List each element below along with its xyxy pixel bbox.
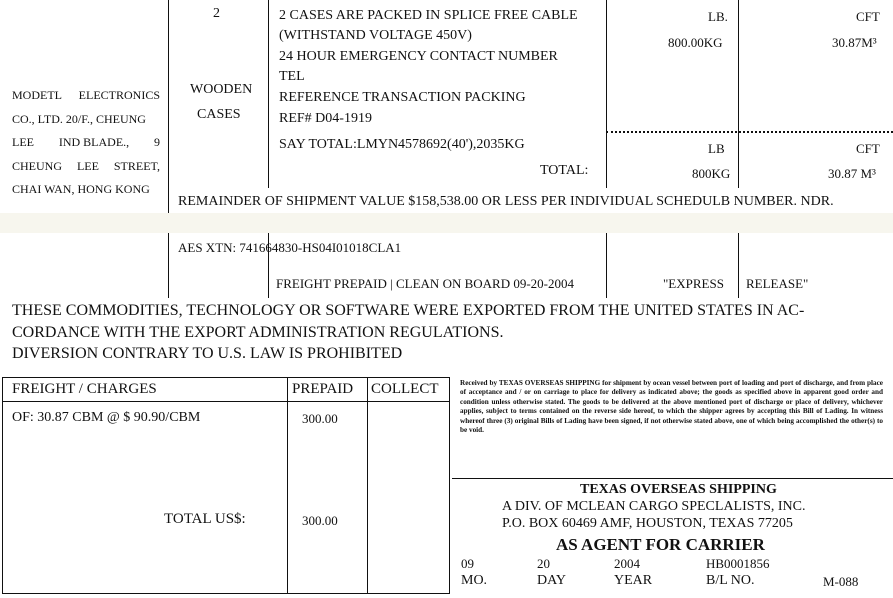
charge-description: OF: 30.87 CBM @ $ 90.90/CBM (12, 410, 201, 425)
export-line: DIVERSION CONTRARY TO U.S. LAW IS PROHIBITED (12, 345, 403, 362)
charge-prepaid-amount: 300.00 (302, 411, 338, 426)
header-freight-charges: FREIGHT / CHARGES (12, 381, 157, 397)
label-bl-no: B/L NO. (706, 573, 755, 588)
measure-value: 30.87M³ (832, 35, 877, 50)
total-prepaid-amount: 300.00 (302, 513, 338, 528)
package-count: 2 (213, 6, 220, 21)
carrier-division: A DIV. OF MCLEAN CARGO SPECLALISTS, INC. (502, 499, 806, 514)
description-line: REFERENCE TRANSACTION PACKING (279, 90, 526, 105)
export-line: THESE COMMODITIES, TECHNOLOGY OR SOFTWARE WERE EXPORTED FROM THE UNITED STATES IN AC- (12, 302, 805, 319)
scan-band (0, 213, 893, 233)
description-line: (WITHSTAND VOLTAGE 450V) (279, 28, 472, 43)
bl-number: HB0001856 (706, 556, 770, 571)
total-label: TOTAL: (540, 163, 589, 178)
total-measure-value: 30.87 M³ (828, 166, 876, 181)
header-prepaid: PREPAID (292, 381, 354, 397)
description-line: SAY TOTAL:LMYN4578692(40'),2035KG (279, 137, 525, 152)
package-type-line1: WOODEN (190, 82, 253, 97)
total-measure-unit: CFT (856, 141, 880, 156)
express-left: "EXPRESS (663, 276, 724, 291)
carrier-address: P.O. BOX 60469 AMF, HOUSTON, TEXAS 77205 (502, 516, 793, 531)
export-line: CORDANCE WITH THE EXPORT ADMINISTRATION REGULATIONS. (12, 324, 504, 341)
weight-value: 800.00KG (668, 35, 723, 50)
issue-month: 09 (461, 556, 474, 571)
total-weight-unit: LB (708, 141, 725, 156)
package-type-line2: CASES (197, 107, 241, 122)
shipper-address: MODETL ELECTRONICS CO., LTD. 20/F., CHEUNG LEE IND BLADE., 9 CHEUNG LEE STREET, CHAI WAN, HONG KONG (12, 88, 160, 196)
agent-for-carrier: AS AGENT FOR CARRIER (556, 535, 765, 554)
description-line: 24 HOUR EMERGENCY CONTACT NUMBER (279, 49, 558, 64)
issue-year: 2004 (614, 556, 640, 571)
total-weight-value: 800KG (692, 166, 731, 181)
label-month: MO. (461, 573, 488, 588)
remainder-line: REMAINDER OF SHIPMENT VALUE $158,538.00 OR LESS PER INDIVIDUAL SCHEDULB NUMBER. NDR. (178, 194, 834, 209)
total-usd-label: TOTAL US$: (164, 511, 246, 527)
header-collect: COLLECT (371, 381, 439, 397)
label-day: DAY (537, 573, 567, 588)
terms-text: Received by TEXAS OVERSEAS SHIPPING for shipment by ocean vessel between port of loading and port of discharge, and from place of acceptance and / or on carriage to place for delivery as indicated above; the goods as specified above in apparent good order and condition unless otherwise stated. The goods to be delivered at the above mentioned port of discharge or place of delivery, whichever applies, subject to terms contained on the reverse side hereof, to which the shipper agrees by accepting this Bill of Lading. In witness whereof three (3) original Bills of Lading have been signed, if not otherwise stated above, one of which being accomplished the other(s) to be void. (460, 379, 883, 435)
description-line: REF# D04-1919 (279, 111, 372, 126)
freight-prepaid-line: FREIGHT PREPAID | CLEAN ON BOARD 09-20-2004 (276, 276, 575, 291)
measure-unit: CFT (856, 9, 880, 24)
issue-day: 20 (537, 556, 550, 571)
express-right: RELEASE" (746, 276, 809, 291)
carrier-name: TEXAS OVERSEAS SHIPPING (580, 482, 777, 497)
label-year: YEAR (614, 573, 653, 588)
weight-unit: LB. (708, 9, 728, 24)
description-line: 2 CASES ARE PACKED IN SPLICE FREE CABLE (279, 8, 578, 23)
form-number: M-088 (823, 574, 859, 589)
description-line: TEL (279, 69, 305, 84)
aes-line: AES XTN: 741664830-HS04I01018CLA1 (178, 240, 402, 255)
